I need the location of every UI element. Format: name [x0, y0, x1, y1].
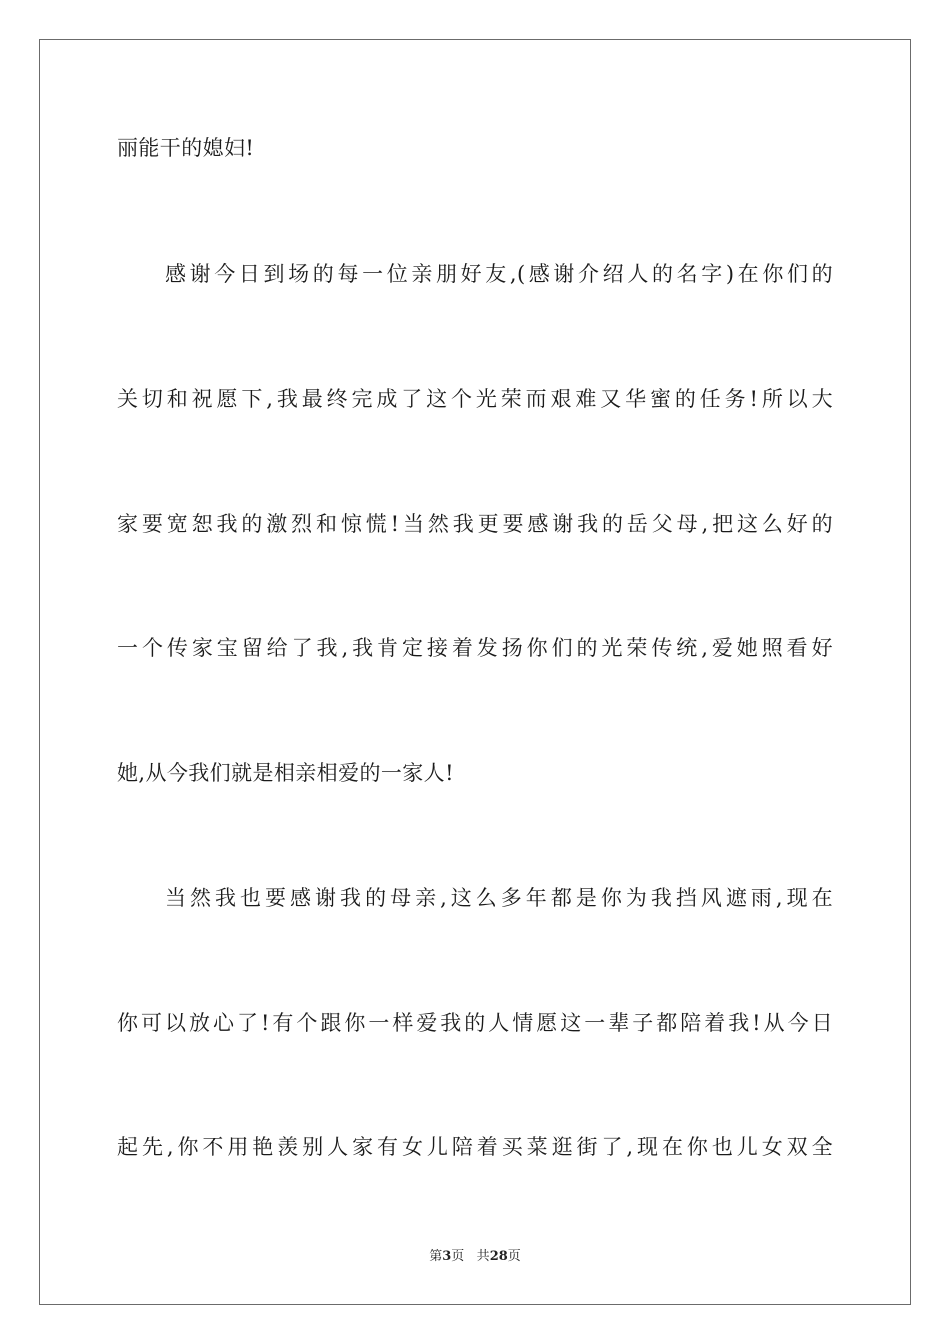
- text-line: 当然我也要感谢我的母亲,这么多年都是你为我挡风遮雨,现在: [165, 886, 833, 910]
- footer-total-prefix: 共: [476, 1249, 490, 1264]
- text-line: 一个传家宝留给了我,我肯定接着发扬你们的光荣传统,爱她照看好: [117, 636, 833, 660]
- page-border: [39, 39, 911, 1305]
- text-line: 家要宽恕我的激烈和惊慌!当然我更要感谢我的岳父母,把这么好的: [117, 512, 833, 536]
- footer-total-suffix: 页: [507, 1249, 521, 1264]
- text-line: 她,从今我们就是相亲相爱的一家人!: [117, 761, 454, 785]
- text-line: 起先,你不用艳羡别人家有女儿陪着买菜逛街了,现在你也儿女双全: [117, 1135, 833, 1159]
- page-footer: [0, 1248, 950, 1266]
- footer-page-prefix: 第: [429, 1249, 443, 1264]
- text-line: 感谢今日到场的每一位亲朋好友,(感谢介绍人的名字)在你们的: [165, 262, 833, 286]
- text-line: 你可以放心了!有个跟你一样爱我的人情愿这一辈子都陪着我!从今日: [117, 1011, 833, 1035]
- text-line: 丽能干的媳妇!: [117, 136, 255, 160]
- footer-page-number: 3: [442, 1249, 452, 1264]
- text-line: 关切和祝愿下,我最终完成了这个光荣而艰难又华蜜的任务!所以大: [117, 387, 833, 411]
- footer-page-suffix: 页: [451, 1249, 465, 1264]
- footer-total-pages: 28: [489, 1249, 508, 1264]
